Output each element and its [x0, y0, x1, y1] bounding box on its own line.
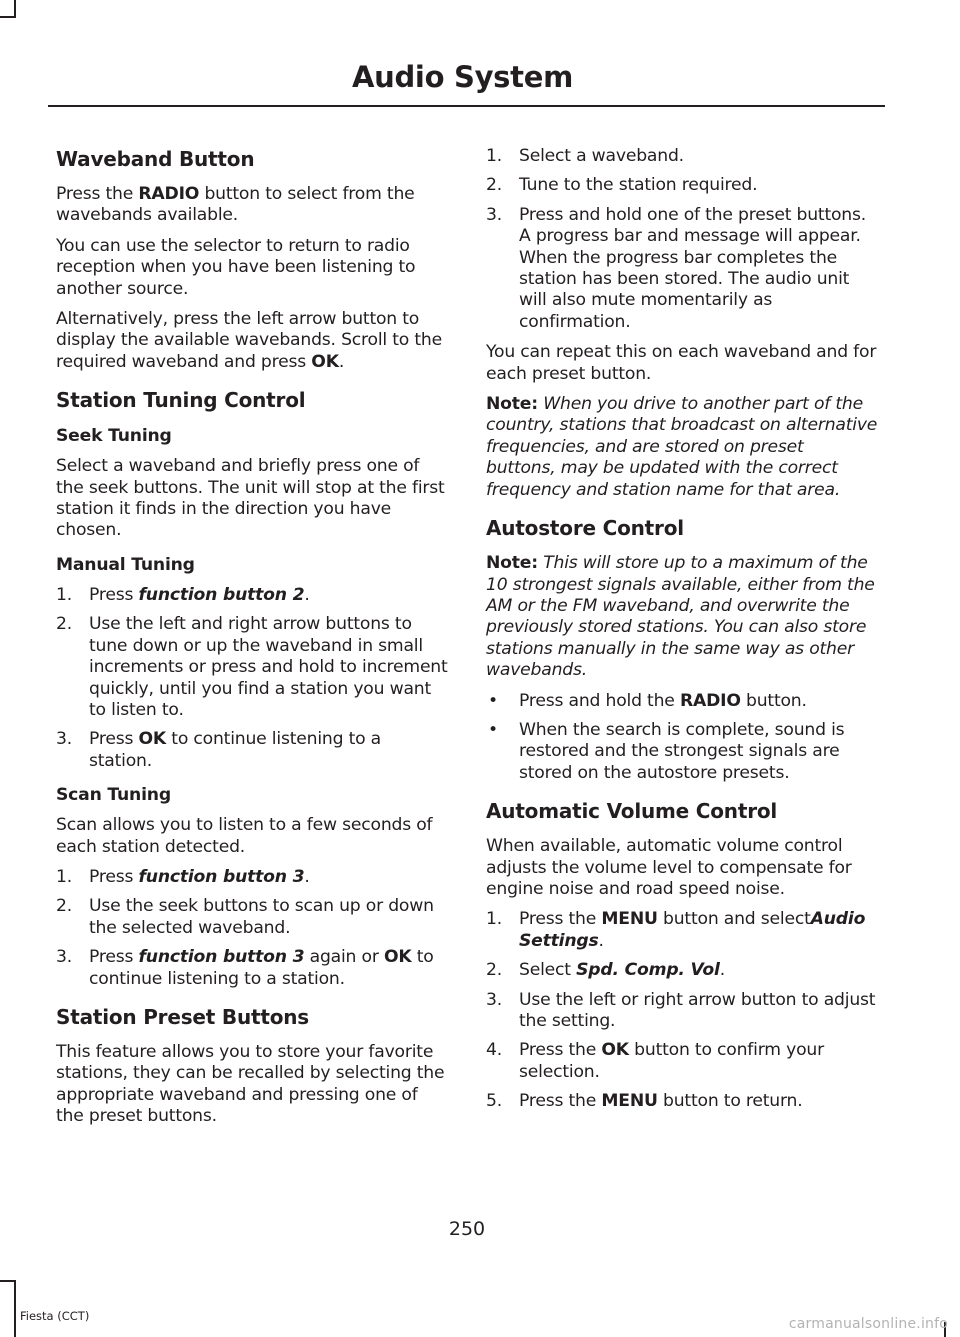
note-label: Note:: [486, 394, 538, 415]
text: Select: [519, 960, 577, 981]
paragraph-station-preset: This feature allows you to store your favorite stations, they can be recalled by selecting the appropriate waveband and pressing one of the preset buttons.: [56, 1041, 445, 1127]
radio-button-label: RADIO: [138, 184, 200, 204]
text: again or: [304, 947, 384, 968]
text: Press the: [56, 184, 139, 204]
page-title: Audio System: [351, 60, 573, 94]
step-number: 1.: [56, 866, 72, 887]
ok-button-label: OK: [601, 1040, 629, 1061]
ok-button-label: OK: [383, 947, 412, 968]
heading-station-tuning-control: Station Tuning Control: [56, 388, 306, 413]
text: Select a waveband.: [519, 146, 684, 166]
right-column: [486, 146, 878, 1122]
heading-automatic-volume-control: Automatic Volume Control: [486, 799, 778, 824]
heading-waveband-button: Waveband Button: [56, 147, 255, 171]
note-drive: [486, 394, 878, 501]
text: to continue listening to a station.: [89, 729, 382, 771]
step-number: 3.: [56, 947, 72, 968]
step-number: 3.: [486, 204, 502, 225]
step-number: 2.: [56, 614, 72, 635]
header-rule: [48, 105, 885, 107]
radio-button-label: RADIO: [679, 690, 741, 711]
text: .: [338, 351, 345, 372]
text: Press and hold the: [519, 690, 680, 711]
text: Press: [89, 947, 139, 968]
left-column: [56, 146, 448, 1137]
heading-seek-tuning: Seek Tuning: [56, 426, 172, 447]
paragraph-scan-tuning: Scan allows you to listen to a few seconds of each station detected.: [56, 815, 433, 857]
text: button to return.: [657, 1091, 803, 1112]
step-number: 3.: [56, 729, 72, 750]
text: to continue listening to a station.: [89, 947, 434, 989]
text: Press the: [519, 1040, 602, 1061]
text: .: [304, 866, 310, 887]
step-number: 1.: [56, 584, 72, 605]
text: Tune to the station required.: [519, 175, 758, 196]
scan-tuning-steps: [56, 867, 448, 990]
paragraph-waveband-2: You can use the selector to return to radio reception when you have been listening to another source.: [56, 235, 416, 299]
text: Press the: [519, 909, 602, 930]
text: Press and hold one of the preset buttons. A progress bar and message will appear. When the progress bar completes the station has been stored. The audio unit will also mute momentarily as confirmation.: [519, 204, 867, 332]
list-item: [486, 691, 878, 712]
volume-steps: [486, 909, 878, 1112]
heading-autostore-control: Autostore Control: [486, 516, 684, 541]
crop-mark-bottom-left-v: [14, 1280, 16, 1337]
list-item: [486, 720, 878, 784]
crop-mark-bottom-left-h: [0, 1280, 16, 1282]
autostore-bullets: [486, 691, 878, 785]
step-number: 1.: [486, 146, 502, 166]
function-button-2-label: function button 2: [138, 584, 305, 605]
bullet-icon: •: [488, 719, 498, 740]
text: Use the left or right arrow button to adjust the setting.: [519, 989, 876, 1031]
text: button and select: [657, 909, 811, 930]
text: Press: [89, 584, 139, 605]
text: button to select from the wavebands available.: [56, 184, 415, 226]
paragraph-waveband-1: [56, 184, 448, 227]
menu-button-label: MENU: [601, 1091, 658, 1112]
list-item: [56, 947, 448, 990]
list-item: [486, 990, 878, 1033]
step-number: 2.: [486, 175, 502, 196]
text: button to confirm your selection.: [519, 1040, 824, 1082]
list-item: [486, 960, 878, 981]
preset-steps: [486, 146, 878, 333]
watermark: carmanualsonline.info: [788, 1316, 948, 1332]
crop-mark-top-left-h: [0, 16, 16, 18]
list-item: [56, 867, 448, 888]
text: Use the seek buttons to scan up or down the selected waveband.: [89, 896, 434, 938]
note-text: This will store up to a maximum of the 10 strongest signals available, either from the AM or the FM waveband, and overwrite the previously stored stations. You can also store stations manually in the same way as other wavebands.: [486, 553, 875, 681]
function-button-3-label: function button 3: [138, 947, 305, 968]
list-item: [486, 205, 878, 333]
paragraph-volume: When available, automatic volume control adjusts the volume level to compensate for engine noise and road speed noise.: [486, 836, 852, 899]
text: .: [598, 930, 604, 951]
list-item: [486, 909, 878, 952]
paragraph-repeat: You can repeat this on each waveband and for each preset button.: [486, 342, 877, 384]
text: Alternatively, press the left arrow button to display the available wavebands. Scroll to the required waveband and press: [56, 309, 442, 372]
paragraph-waveband-3: [56, 309, 448, 373]
step-number: 2.: [486, 960, 502, 981]
page-number: 250: [448, 1218, 486, 1240]
heading-scan-tuning: Scan Tuning: [56, 785, 171, 806]
text: When the search is complete, sound is restored and the strongest signals are stored on the autostore presets.: [519, 719, 845, 783]
list-item: [56, 614, 448, 721]
note-autostore: [486, 553, 878, 681]
note-text: When you drive to another part of the country, stations that broadcast on alternative frequencies, and are stored on preset buttons, may be updated with the correct frequency and station name for that area.: [486, 394, 878, 500]
text: .: [719, 960, 725, 981]
list-item: [486, 146, 878, 167]
list-item: [486, 1091, 878, 1112]
footer-model: Fiesta (CCT): [20, 1309, 90, 1323]
step-number: 4.: [486, 1040, 502, 1061]
heading-manual-tuning: Manual Tuning: [56, 554, 195, 575]
list-item: [56, 585, 448, 606]
menu-button-label: MENU: [601, 909, 658, 930]
list-item: [56, 729, 448, 772]
text: .: [304, 584, 310, 605]
ok-button-label: OK: [311, 351, 339, 372]
text: Press the: [519, 1091, 602, 1112]
list-item: [486, 175, 878, 196]
function-button-3-label: function button 3: [138, 866, 305, 887]
step-number: 1.: [486, 909, 502, 930]
paragraph-seek-tuning: Select a waveband and briefly press one of the seek buttons. The unit will stop at the first station it finds in the direction you have chosen.: [56, 456, 445, 541]
text: button.: [740, 690, 807, 711]
text: Press: [89, 866, 139, 887]
manual-tuning-steps: [56, 585, 448, 772]
text: Use the left and right arrow buttons to tune down or up the waveband in small increments or press and hold to increment quickly, until you find a station you want to listen to.: [89, 614, 448, 720]
list-item: [486, 1040, 878, 1083]
step-number: 3.: [486, 989, 502, 1010]
note-label: Note:: [486, 553, 538, 574]
step-number: 2.: [56, 896, 72, 917]
spd-comp-vol-label: Spd. Comp. Vol: [576, 960, 720, 981]
step-number: 5.: [486, 1091, 502, 1112]
ok-button-label: OK: [138, 729, 167, 750]
audio-settings-label: Audio Settings: [519, 909, 866, 951]
text: Press: [89, 729, 139, 750]
heading-station-preset-buttons: Station Preset Buttons: [56, 1004, 309, 1029]
list-item: [56, 896, 448, 939]
bullet-icon: •: [488, 690, 498, 711]
